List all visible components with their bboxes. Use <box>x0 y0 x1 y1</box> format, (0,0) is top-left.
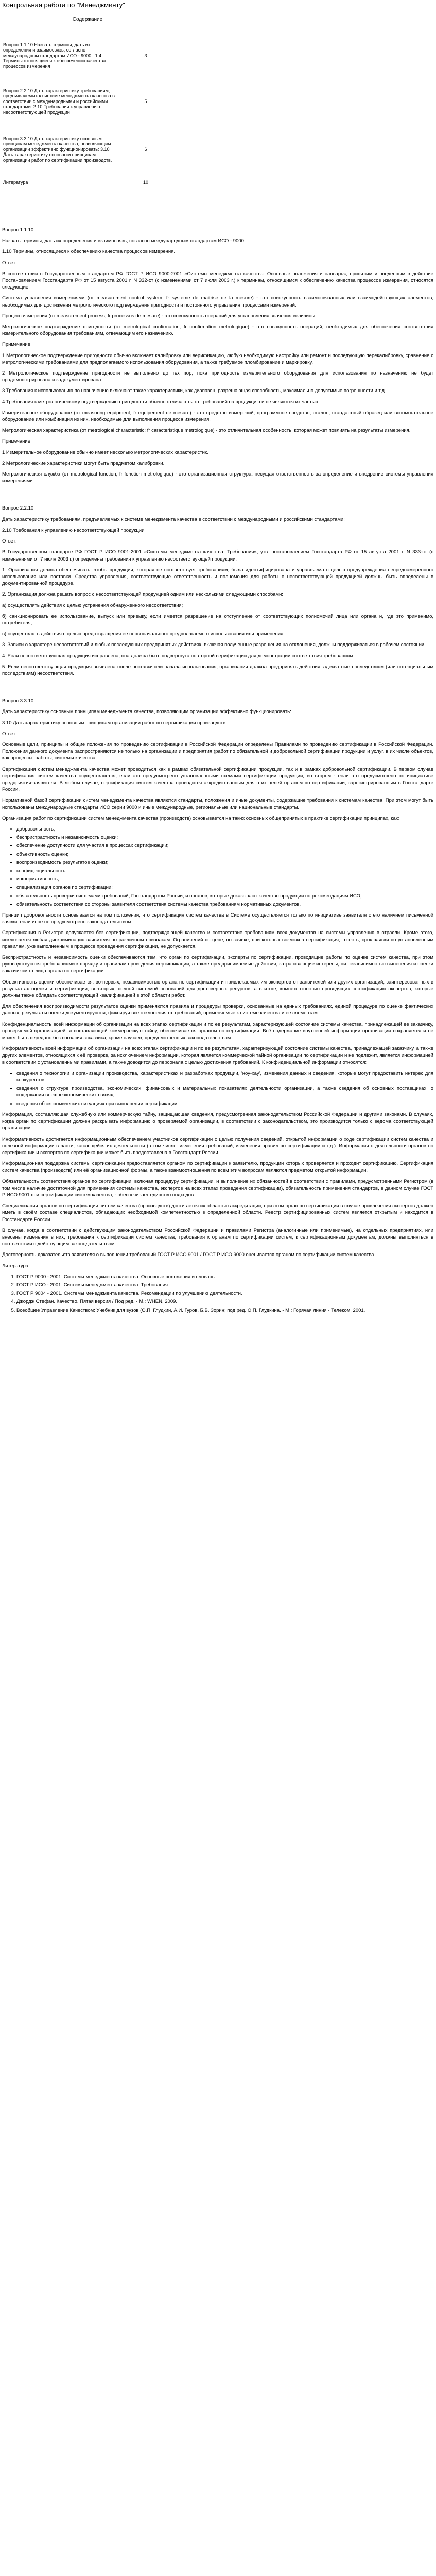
toc-item-text: Вопрос 1.1.10 Назвать термины, дать их определения и взаимосвязь, согласно международным стандартам ИСО - 9000 . 1.4 Термины относящиеся к обеспечению качества процессов измерения <box>3 42 106 69</box>
paragraph: 4 Требования к метрологическому подтверждению пригодности обычно отличаются от требований на продукцию и не являются их частью. <box>2 399 320 405</box>
paragraph: Информативность всей информации об организации на всех этапах сертификации и по ее результатам, характеризующей состояние системы качества, принадлежащей заказчику, а также других элементов, относящихся к её проверке, за исключением информации, которая является коммерческой тайной организации по сертификации и не подлежит, является информацией в соответствии с установленными правилами, а также доводится до персонала с целью достижения требований. К конфиденциальной информации относятся: <box>2 1046 433 1065</box>
paragraph: В соответствии с Государственным стандартом РФ ГОСТ Р ИСО 9000-2001 «Системы менеджмента качества. Основные положения и словарь», принятым и введенным в действие Постановлением Госстандарта РФ от 15 августа 2001 г. N 332-ст (с изменениями от 7 июля 2003 г.) к терминам, относящимся к обеспечению качества процессов измерения, относятся следующие: <box>2 270 433 291</box>
paragraph: Примечание <box>2 438 30 445</box>
paragraph: Измерительное оборудование (от measuring equipment; fr equipement de mesure) - это средство измерений, программное средство, эталон, стандартный образец или вспомогательное оборудование или комбинация из них, необходимые для выполнения процесса измерения. <box>2 410 433 423</box>
paragraph: а) осуществлять действия с целью устранения обнаруженного несоответствия; <box>2 602 183 608</box>
list-item: • конфиденциальность; <box>16 868 433 874</box>
paragraph: Сертификация систем менеджмента качества может проводиться как в рамках обязательной сертификации продукции, так и в рамках добровольной сертификации. В первом случае сертификация систем качества осуществляется, если это предусмотрено установленными схемами сертификации продукции, во втором - если это предусмотрено по инициативе предприятия-заявителя. В любом случае, сертификация систем качества проводится аккредитованным для этих целей органом по сертификации, зарегистрированным в Госстандарте России. <box>2 766 433 793</box>
toc-row <box>2 176 175 189</box>
list-item: • сведения об экономических ситуациях при выполнении сертификации. <box>16 1100 433 1107</box>
paragraph: 4. Если несоответствующая продукция исправлена, она должна быть подвергнута повторной верификации для демонстрации соответствия требованиям. <box>2 653 355 659</box>
list-item: • сведения о технологии и организации производства, характеристиках и разработках продукции, 'ноу-хау', изменения данных и сведения, которые могут предоставить интерес для конкурентов; <box>16 1070 433 1083</box>
toc-row <box>2 31 175 80</box>
list-item: • беспристрастность и независимость оценки; <box>16 834 433 841</box>
list-item: • обязательность соответствия со стороны заявителя соответствия системы качества требованиям нормативных документов. <box>16 901 433 908</box>
question-text: Дать характеристику требованиям, предъявляемых к системе менеджмента качества в соответствии с международными и российскими стандартами: <box>2 516 345 522</box>
paragraph: 2. Организация должна решать вопрос с несоответствующей продукцией одним или несколькими следующими способами: <box>2 591 283 598</box>
list-item: • сведения о структуре производства, экономических, финансовых и материальных показателях деятельности организации, а также сведения об основных поставщиках, о содержании внешнеэкономических связях; <box>16 1085 433 1098</box>
list-item: 1. ГОСТ Р 9000 - 2001. Системы менеджмента качества. Основные положения и словарь. <box>16 1274 433 1280</box>
toc-item-text: Вопрос 3.3.10 Дать характеристику основным принципам менеджмента качества, позволяющим организации эффективно функционировать: 3.10 Дать характеристику основным принципам организации работ по сертификации производств. <box>3 136 112 163</box>
paragraph: 3 Требования к использованию по назначению включают такие характеристики, как диапазон, разрешающая способность, максимально допустимые погрешности и т.д. <box>2 388 386 394</box>
answer-body <box>2 549 433 677</box>
paragraph: 5. Если несоответствующая продукция выявлена после поставки или начала использования, организация должна предпринять действия, адекватные последствиям (или потенциальным последствиям) несоответствия. <box>2 664 433 676</box>
question-subtask: 1.10 Термины, относящиеся к обеспечению качества процессов измерения. <box>2 249 175 255</box>
answer-body <box>2 741 433 822</box>
paragraph: Беспристрастность и независимость оценки обеспечиваются тем, что орган по сертификации, эксперты по сертификации, проводящие работы по оценке систем качества, при этом руководствуются требованиями к порядку и правилам проведения сертификации, а также предпринимаемые действия, затрагивающие интересы, ни независимостью вынесения и оценки заказчиком от лица органа по сертификации. <box>2 955 433 974</box>
list-item: 3. ГОСТ Р 9004 - 2001. Системы менеджмента качества. Рекомендации по улучшению деятельности. <box>16 1290 433 1297</box>
references-list <box>16 1274 433 1314</box>
paragraph: 2 Метрологические характеристики могут быть предметом калибровки. <box>2 460 165 466</box>
toc-item-page: 10 <box>143 179 148 185</box>
paragraph: Обязательность соответствия органов по сертификации, включая процедуру сертификации, и выполнение их обязанностей в соответствии с правилами, предусмотренными Регистром (в том числе наличие достаточной для применения системы качества, экспертов на всех этапах проведения сертификации), обязательность применения стандартов, в данном случае ГОСТ Р ИСО 9001 при сертификации систем качества, - обеспечивает единство подходов. <box>2 1178 433 1198</box>
document-body <box>2 227 433 1318</box>
paragraph: Для обеспечения воспроизводимости результатов оценки применяются правила и процедуры проверки, основанные на единых требованиях, единой процедуре по оценке фактических данных, результаты оценки документируются, фиксируя все отклонения от требований, применяемые к системе качества и ее элементам. <box>2 1004 433 1016</box>
paragraph: Метрологическое подтверждение пригодности (от metrological confirmation; fr confirmation metrologique) - это совокупность операций, необходимых для обеспечения соответствия измерительного оборудования требованиям, отвечающим его назначению. <box>2 324 433 337</box>
question-subtask: 3.10 Дать характеристику основным принципам организации работ по сертификации производств. <box>2 720 227 726</box>
list-item: • объективность оценки; <box>16 851 433 858</box>
list-item: • добровольность; <box>16 826 433 833</box>
question-subtask: 2.10 Требования к управлению несоответствующей продукции <box>2 527 145 533</box>
paragraph: Принцип добровольности основывается на том положении, что сертификация систем качества в Системе осуществляется только по инициативе заявителя с его наличием письменной заявки, если иное не предусмотрено законодательством. <box>2 912 433 925</box>
list-item: • обеспечение доступности для участия в процессах сертификации; <box>16 842 433 849</box>
toc-item-page: 5 <box>144 98 147 104</box>
principles-list <box>16 826 433 908</box>
paragraph: В Государственном стандарте РФ ГОСТ Р ИСО 9001-2001 «Системы менеджмента качества. Требования», утв. постановлением Госстандарта РФ от 15 августа 2001 г. N 333-ст (с изменениями от 7 июля 2003 г.) определены требования к управлению несоответствующей продукции: <box>2 549 433 562</box>
answer-body <box>2 270 433 485</box>
paragraph: Конфиденциальность всей информации об организации на всех этапах сертификации и по ее результатам, характеризующей состояние системы качества, принадлежащей ее заказчику, проверяемой организацией, и составляющей коммерческую тайну, обеспечивается органом по сертификации. Всё содержание внутренней информации организации сохраняется и не может быть передано без согласия заказчика, кроме случаев, предусмотренных законодательством: <box>2 1021 433 1041</box>
question-text: Назвать термины, дать их определения и взаимосвязь, согласно международным стандартам ИСО - 9000 <box>2 238 244 244</box>
toc-item-text: Вопрос 2.2.10 Дать характеристику требованиям, предъявляемых к системе менеджмента качества в соответствии с международными и российскими стандартами: 2.10 Требования к управлению несоответствующей продукции <box>3 88 115 115</box>
list-item: 2. ГОСТ Р ИСО - 2001. Системы менеджмента качества. Требования. <box>16 1282 433 1289</box>
paragraph: Информационная поддержка системы сертификации предоставляется органом по сертификации к заявителю, продукции которых проверяется и проходит сертификацию. Сертификация систем качества (производств) или её организационной формы, а также взаимоотношения по всем этим вопросам являются предметом открытой информации. <box>2 1161 433 1174</box>
paragraph: Объективность оценки обеспечивается, во-первых, независимостью органа по сертификации и привлекаемых им экспертов от заявителей или других организаций, заинтересованных в результатах оценки и сертификации; во-вторых, полной системой оснований для достоверных ресурсов, а в итоге, компетентностью проводящих сертификацию экспертов, которые должны также обладать соответствующей квалификацией в этой области работ. <box>2 979 433 999</box>
paragraph: Нормативной базой сертификации систем менеджмента качества являются стандарты, положения и иные документы, содержащие требования к системам качества. При этом могут быть использованы международные стандарты ИСО серии 9000 и иные международные, региональные или национальные стандарты. <box>2 798 433 810</box>
paragraph: Процесс измерения (от measurement process; fr processus de mesure) - это совокупность операций для установления значения величины. <box>2 313 317 319</box>
paragraph: Сертификация в Регистре допускается без сертификации, подтверждающей качество и соответствие требованиям всех документов на системы управления в отрасли. Кроме этого, исключается любая дискриминация заявителя по различным признакам. Ограничений по цене, по заявке, при которых возможна сертификация, то есть, срок заявки по установленным правилам, уже выполненным в процессе проведения сертификации, не допускается. <box>2 930 433 950</box>
answer-label: Ответ: <box>2 731 17 737</box>
section-heading: Вопрос 2.2.10 <box>2 505 34 512</box>
paragraph: Организация работ по сертификации систем менеджмента качества (производств) основывается на таких основных общепринятых в практике сертификации принципах, как: <box>2 815 399 821</box>
references-heading: Литература <box>2 1263 29 1269</box>
list-item: • обязательность проверки системами требований, Госстандартом России, и органов, которые доказывают качество продукции по рекомендациям ИСО; <box>16 893 433 900</box>
toc-item-page: 3 <box>144 53 147 58</box>
paragraph: 1 Метрологическое подтверждение пригодности обычно включает калибровку или верификацию, любую необходимую настройку или ремонт и последующую перекалибровку, сравнение с метрологическими требованиями для предполагаемого использования оборудования, а также требуемое пломбирование и маркировку. <box>2 352 433 365</box>
list-item: 5. Всеобщее Управление Качеством: Учебник для вузов (О.П. Глудкин, А.И. Гуров, Б.В. Зорин; под ред. О.П. Глудкина. - М.: Горячая линия - Телеком, 2001. <box>16 1307 433 1314</box>
paragraph: В случае, когда в соответствии с действующим законодательством Российской Федерации и правилами Регистра (аналогичные или применимые), на отдельных предприятиях, или внесены изменения в них, требования к сертификации систем качества, требования к органам по сертификации систем, к сертификационным документам, должны выполняться в соответствии с действующим законодательством. <box>2 1227 433 1247</box>
paragraph: Метрологическая служба (от metrological function; fr fonction metrologique) - это организационная структура, несущая ответственность за определение и внедрение системы управления измерениями. <box>2 471 433 484</box>
paragraph: б) санкционировать ее использование, выпуск или приемку, если имеется разрешение на отступление от соответствующих полномочий лица или органа и, где это применимо, потребителя; <box>2 613 433 626</box>
list-item: • специализация органов по сертификации; <box>16 884 433 891</box>
document-title: Контрольная работа по "Менеджменту" <box>2 1 125 9</box>
paragraph: в) осуществлять действия с целью предотвращения ее первоначального предполагаемого использования или применения. <box>2 631 285 637</box>
confidential-info-list <box>16 1070 433 1107</box>
paragraph: Информативность достигается информационным обеспечением участников сертификации с целью получения сведений, открытой информации о ходе сертификации систем качества и полезной информации в части, касающейся их деятельности (в том числе: изменения требований, изменения правил по сертификации и т.д.). Информация о деятельности органов по сертификации и экспертов по сертификации может быть предоставлена в Госстандарт России. <box>2 1136 433 1156</box>
answer-label: Ответ: <box>2 260 17 266</box>
paragraph: 1. Организация должна обеспечивать, чтобы продукция, которая не соответствует требованиям, была идентифицирована и управляема с целью предупреждения непреднамеренного использования или поставки. Средства управления, соответствующие ответственность и полномочия для работы с несоответствующей продукцией должны быть определены в документированной процедуре. <box>2 567 433 587</box>
toc-heading: Содержание <box>72 16 103 22</box>
paragraph: Информация, составляющая служебную или коммерческую тайну, защищающая сведения, предусмотренная законодательством Российской Федерации и другими законами. В случаях, когда орган по сертификации должен раскрывать информацию о проверяемой организации, в соответствии с законодательством, это производится только с ведома соответствующей организации. <box>2 1111 433 1131</box>
answer-body <box>2 1111 433 1259</box>
list-item: • воспроизводимость результатов оценки; <box>16 859 433 866</box>
paragraph: Основные цели, принципы и общие положения по проведению сертификации в Российской Федерации определены Правилами по проведению сертификации в Российской Федерации. Положения данного документа распространяются не только на организации и предприятия (работ по обязательной и добровольной сертификации продукции и услуг, в их числе объектов, как процессы, работы, системы качества. <box>2 741 433 761</box>
section-heading: Вопрос 1.1.10 <box>2 227 34 233</box>
list-item: • информативность; <box>16 876 433 883</box>
paragraph: 1 Измерительное оборудование обычно имеет несколько метрологических характеристик. <box>2 449 208 455</box>
list-item: 4. Джордж Стефан. Качество. Пятая версия / Под ред. - М.: WHEN, 2009. <box>16 1298 433 1305</box>
paragraph: Примечание <box>2 342 30 348</box>
paragraph: Метрологическая характеристика (от metrological characteristic; fr caracteristique metrologique) - это отличительная особенность, которая может повлиять на результаты измерения. <box>2 428 411 434</box>
answer-body <box>2 912 433 1066</box>
paragraph: Специализация органов по сертификации систем качества (производств) достигается их областью аккредитации, при этом орган по сертификации в случае привлечения экспертов должен иметь в своём составе специалистов, обладающих необходимой компетентностью в определенной области. Реестр сертифицированных систем является открытым и находится в Госстандарте России. <box>2 1203 433 1223</box>
question-text: Дать характеристику основным принципам менеджмента качества, позволяющим организации эффективно функционировать: <box>2 709 291 715</box>
paragraph: 3. Записи о характере несоответствий и любых последующих предпринятых действиях, включая полученные разрешения на отклонения, должны поддерживаться в рабочем состоянии. <box>2 642 426 648</box>
toc-row <box>2 80 175 123</box>
table-of-contents <box>2 31 175 189</box>
paragraph: 2 Метрологическое подтверждение пригодности не выполнено до тех пор, пока пригодность измерительного оборудования для использования по назначению не будет продемонстрирована и задокументирована. <box>2 370 433 383</box>
paragraph: Достоверность доказательств заявителя о выполнении требований ГОСТ Р ИСО 9001 / ГОСТ Р ИСО 9000 оценивается органом по сертификации систем качества. <box>2 1252 376 1258</box>
section-heading: Вопрос 3.3.10 <box>2 698 34 704</box>
toc-row <box>2 123 175 176</box>
toc-item-page: 6 <box>144 146 147 152</box>
paragraph: Система управления измерениями (от measurement control system; fr systeme de maitrise de la mesure) - это совокупность взаимосвязанных или взаимодействующих элементов, необходимых для достижения метрологического подтверждения пригодности и постоянного управления процессами измерений. <box>2 295 433 308</box>
answer-label: Ответ: <box>2 538 17 545</box>
toc-item-text: Литература <box>3 179 28 185</box>
